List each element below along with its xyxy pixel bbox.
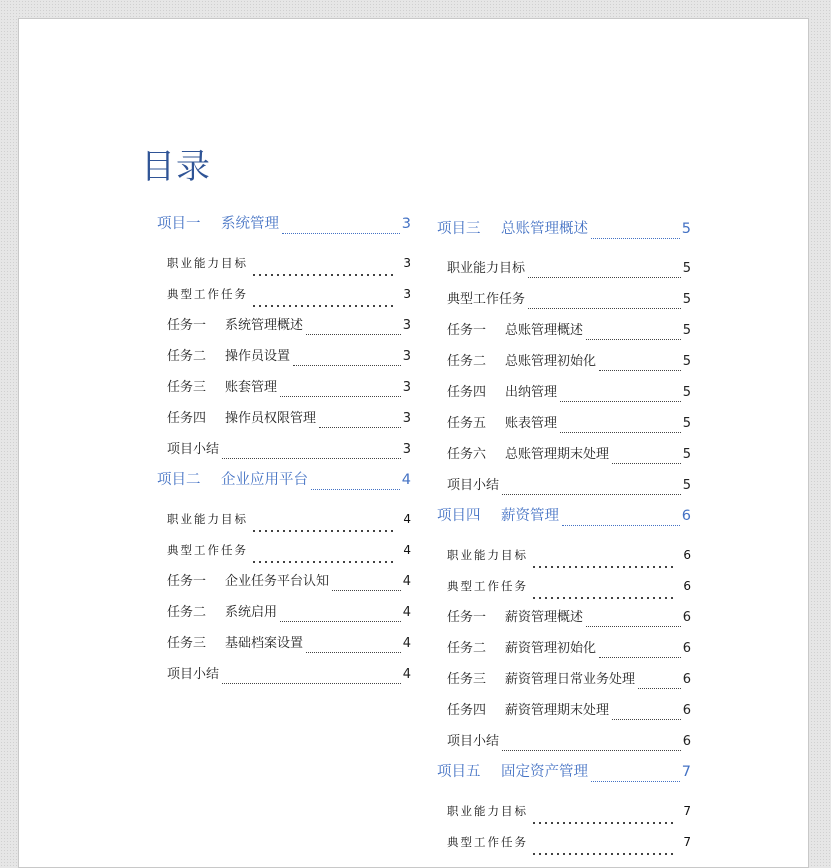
- toc-entry-title: 操作员权限管理: [225, 411, 317, 426]
- toc-entry-title: 账套管理: [225, 380, 278, 395]
- toc-entry[interactable]: [437, 602, 691, 633]
- toc-entry-label: 典型工作任务: [447, 835, 528, 849]
- toc-entry-text: [157, 209, 279, 240]
- toc-entry-text: [167, 310, 303, 341]
- toc-entry-title: 薪资管理初始化: [505, 641, 597, 656]
- toc-entry-label: 项目小结: [167, 442, 220, 457]
- toc-dot-leader: [586, 625, 681, 627]
- toc-entry-text: [437, 501, 559, 532]
- toc-entry-text: [447, 346, 596, 377]
- toc-page-number: 7: [681, 764, 691, 780]
- toc-entry-title: 企业任务平台认知: [225, 574, 330, 589]
- toc-entry-text: [447, 827, 528, 858]
- toc-project-heading[interactable]: [437, 757, 691, 788]
- toc-dot-leader: [502, 493, 681, 495]
- toc-entry-title: 薪资管理: [501, 508, 559, 524]
- toc-project-heading[interactable]: [157, 209, 411, 240]
- toc-entry-label: 典型工作任务: [447, 579, 528, 593]
- toc-page-number: 6: [683, 548, 691, 562]
- toc-page-number: 6: [683, 579, 691, 593]
- toc-dot-leader: [531, 597, 675, 599]
- toc-entry-title: 系统管理: [221, 216, 279, 232]
- toc-dot-leader: [282, 232, 400, 234]
- toc-entry-label: 典型工作任务: [447, 292, 526, 307]
- toc-dot-leader: [562, 524, 680, 526]
- toc-dot-leader: [531, 566, 675, 568]
- toc-entry-title: 总账管理概述: [505, 323, 584, 338]
- document-page: [18, 18, 809, 868]
- toc-entry-text: [447, 796, 528, 827]
- toc-entry[interactable]: [437, 726, 691, 757]
- toc-dot-leader: [612, 462, 681, 464]
- toc-entry-label: 项目小结: [447, 734, 500, 749]
- toc-dot-leader: [586, 338, 681, 340]
- toc-entry-label: 任务三: [167, 380, 207, 395]
- toc-entry-label: 任务二: [447, 354, 487, 369]
- toc-entry-label: 任务四: [447, 703, 487, 718]
- toc-right-column: [437, 214, 691, 858]
- toc-page-number: 6: [682, 703, 691, 718]
- toc-entry-title: 系统管理概述: [225, 318, 304, 333]
- toc-project-heading[interactable]: [437, 501, 691, 532]
- toc-dot-leader: [280, 395, 401, 397]
- toc-dot-leader: [560, 431, 681, 433]
- toc-page-number: 4: [402, 667, 411, 682]
- toc-entry[interactable]: [157, 310, 411, 341]
- toc-entry[interactable]: [157, 597, 411, 628]
- toc-page-number: 4: [401, 472, 411, 488]
- toc-entry[interactable]: [437, 346, 691, 377]
- toc-entry-label: 任务二: [167, 349, 207, 364]
- toc-entry-text: [447, 470, 499, 501]
- toc-entry[interactable]: [157, 659, 411, 690]
- toc-entry-label: 项目小结: [167, 667, 220, 682]
- toc-page-number: 5: [682, 385, 691, 400]
- toc-entry-title: 薪资管理日常业务处理: [505, 672, 636, 687]
- toc-entry-label: 任务三: [447, 672, 487, 687]
- toc-title: 目录: [141, 147, 211, 187]
- toc-entry-title: 系统启用: [225, 605, 278, 620]
- toc-entry-text: [447, 377, 557, 408]
- toc-dot-leader: [531, 853, 675, 855]
- toc-entry-text: [447, 284, 525, 315]
- toc-entry-label: 任务三: [167, 636, 207, 651]
- toc-entry[interactable]: [157, 279, 411, 310]
- toc-dot-leader: [251, 530, 395, 532]
- toc-entry-text: [437, 757, 588, 788]
- toc-entry-text: [437, 214, 588, 245]
- toc-page-number: 3: [403, 256, 411, 270]
- toc-entry-title: 基础档案设置: [225, 636, 304, 651]
- toc-entry-title: 企业应用平台: [221, 472, 308, 488]
- toc-entry-label: 项目四: [437, 508, 481, 524]
- toc-entry-title: 总账管理期末处理: [505, 447, 610, 462]
- toc-dot-leader: [560, 400, 681, 402]
- toc-page-number: 6: [682, 610, 691, 625]
- toc-entry-text: [447, 408, 557, 439]
- toc-entry[interactable]: [157, 372, 411, 403]
- toc-entry-label: 项目五: [437, 764, 481, 780]
- toc-entry-title: 账表管理: [505, 416, 558, 431]
- toc-page-number: 3: [402, 318, 411, 333]
- toc-entry-title: 薪资管理期末处理: [505, 703, 610, 718]
- toc-entry-label: 任务一: [447, 323, 487, 338]
- toc-entry-text: [447, 664, 635, 695]
- toc-page-number: 5: [682, 261, 691, 276]
- toc-page-number: 6: [682, 734, 691, 749]
- toc-entry[interactable]: [437, 827, 691, 858]
- toc-entry-label: 职业能力目标: [167, 256, 248, 270]
- toc-page-number: 7: [683, 804, 691, 818]
- toc-page-number: 6: [681, 508, 691, 524]
- toc-entry-label: 职业能力目标: [447, 804, 528, 818]
- toc-entry-text: [167, 341, 290, 372]
- toc-dot-leader: [311, 488, 400, 490]
- toc-entry-title: 总账管理概述: [501, 221, 588, 237]
- toc-entry[interactable]: [437, 470, 691, 501]
- toc-entry-title: 出纳管理: [505, 385, 558, 400]
- toc-page-number: 3: [401, 216, 411, 232]
- toc-entry[interactable]: [437, 796, 691, 827]
- toc-entry-label: 项目三: [437, 221, 481, 237]
- toc-entry-label: 项目二: [157, 472, 201, 488]
- toc-entry-label: 任务一: [167, 318, 207, 333]
- toc-entry[interactable]: [437, 284, 691, 315]
- toc-dot-leader: [332, 589, 401, 591]
- toc-page-number: 7: [683, 835, 691, 849]
- toc-page-number: 5: [682, 478, 691, 493]
- toc-entry[interactable]: [157, 341, 411, 372]
- toc-entry-text: [447, 695, 609, 726]
- toc-entry-text: [167, 597, 277, 628]
- toc-dot-leader: [251, 274, 395, 276]
- toc-page-number: 4: [402, 605, 411, 620]
- toc-dot-leader: [251, 305, 395, 307]
- toc-entry-title: 固定资产管理: [501, 764, 588, 780]
- toc-entry[interactable]: [157, 566, 411, 597]
- toc-entry-text: [167, 535, 248, 566]
- toc-dot-leader: [306, 333, 401, 335]
- toc-entry-text: [167, 504, 248, 535]
- toc-entry-text: [447, 571, 528, 602]
- toc-dot-leader: [502, 749, 681, 751]
- toc-entry-label: 职业能力目标: [447, 261, 526, 276]
- toc-dot-leader: [319, 426, 401, 428]
- toc-page-number: 6: [682, 641, 691, 656]
- toc-entry-label: 典型工作任务: [167, 287, 248, 301]
- toc-entry-text: [167, 628, 303, 659]
- toc-entry[interactable]: [157, 403, 411, 434]
- toc-entry-label: 任务四: [167, 411, 207, 426]
- toc-dot-leader: [591, 780, 680, 782]
- toc-entry-title: 薪资管理概述: [505, 610, 584, 625]
- toc-entry-text: [447, 439, 609, 470]
- toc-page-number: 4: [403, 512, 411, 526]
- toc-entry-label: 任务二: [167, 605, 207, 620]
- toc-dot-leader: [528, 276, 681, 278]
- toc-entry-text: [167, 279, 248, 310]
- toc-page-number: 3: [402, 442, 411, 457]
- toc-page-number: 4: [402, 574, 411, 589]
- toc-entry-title: 操作员设置: [225, 349, 291, 364]
- toc-entry-label: 职业能力目标: [447, 548, 528, 562]
- toc-entry-label: 任务六: [447, 447, 487, 462]
- toc-entry-label: 典型工作任务: [167, 543, 248, 557]
- toc-entry-text: [167, 248, 248, 279]
- toc-entry-text: [167, 403, 316, 434]
- toc-entry-text: [167, 434, 219, 465]
- toc-project-heading[interactable]: [157, 465, 411, 496]
- toc-dot-leader: [638, 687, 681, 689]
- toc-dot-leader: [280, 620, 401, 622]
- toc-entry[interactable]: [437, 633, 691, 664]
- toc-entry-text: [167, 566, 329, 597]
- toc-entry[interactable]: [437, 253, 691, 284]
- toc-entry-text: [447, 726, 499, 757]
- toc-page-number: 5: [682, 354, 691, 369]
- toc-entry-text: [447, 253, 525, 284]
- toc-page-number: 5: [682, 292, 691, 307]
- toc-entry[interactable]: [157, 504, 411, 535]
- toc-entry-title: 总账管理初始化: [505, 354, 597, 369]
- toc-page-number: 6: [682, 672, 691, 687]
- toc-entry-text: [167, 372, 277, 403]
- toc-entry-label: 项目小结: [447, 478, 500, 493]
- toc-page-number: 3: [402, 380, 411, 395]
- toc-dot-leader: [251, 561, 395, 563]
- toc-dot-leader: [222, 457, 401, 459]
- toc-entry-label: 任务四: [447, 385, 487, 400]
- toc-entry[interactable]: [437, 408, 691, 439]
- toc-entry-text: [447, 602, 583, 633]
- toc-page-number: 5: [682, 323, 691, 338]
- toc-entry[interactable]: [437, 540, 691, 571]
- toc-page-number: 5: [682, 416, 691, 431]
- toc-dot-leader: [306, 651, 401, 653]
- toc-entry-label: 职业能力目标: [167, 512, 248, 526]
- toc-entry[interactable]: [157, 434, 411, 465]
- toc-page-number: 4: [403, 543, 411, 557]
- toc-page-number: 3: [402, 349, 411, 364]
- toc-entry-text: [157, 465, 308, 496]
- toc-left-column: [157, 209, 411, 690]
- toc-entry-label: 任务二: [447, 641, 487, 656]
- toc-entry-label: 任务一: [447, 610, 487, 625]
- toc-entry-text: [167, 659, 219, 690]
- toc-page-number: 3: [402, 411, 411, 426]
- toc-dot-leader: [293, 364, 401, 366]
- toc-dot-leader: [599, 369, 681, 371]
- toc-dot-leader: [222, 682, 401, 684]
- toc-entry[interactable]: [437, 315, 691, 346]
- toc-dot-leader: [531, 822, 675, 824]
- toc-dot-leader: [528, 307, 681, 309]
- toc-page-number: 4: [402, 636, 411, 651]
- toc-project-heading[interactable]: [437, 214, 691, 245]
- toc-page-number: 5: [682, 447, 691, 462]
- toc-entry[interactable]: [437, 695, 691, 726]
- toc-entry[interactable]: [437, 571, 691, 602]
- toc-entry-text: [447, 633, 596, 664]
- toc-entry[interactable]: [437, 439, 691, 470]
- toc-entry[interactable]: [437, 377, 691, 408]
- toc-page-number: 5: [681, 221, 691, 237]
- toc-entry-label: 任务五: [447, 416, 487, 431]
- toc-entry[interactable]: [157, 248, 411, 279]
- toc-entry-label: 任务一: [167, 574, 207, 589]
- toc-dot-leader: [599, 656, 681, 658]
- toc-page-number: 3: [403, 287, 411, 301]
- toc-entry-label: 项目一: [157, 216, 201, 232]
- toc-entry[interactable]: [437, 664, 691, 695]
- toc-entry-text: [447, 315, 583, 346]
- toc-entry[interactable]: [157, 628, 411, 659]
- toc-dot-leader: [591, 237, 680, 239]
- toc-entry-text: [447, 540, 528, 571]
- toc-entry[interactable]: [157, 535, 411, 566]
- toc-dot-leader: [612, 718, 681, 720]
